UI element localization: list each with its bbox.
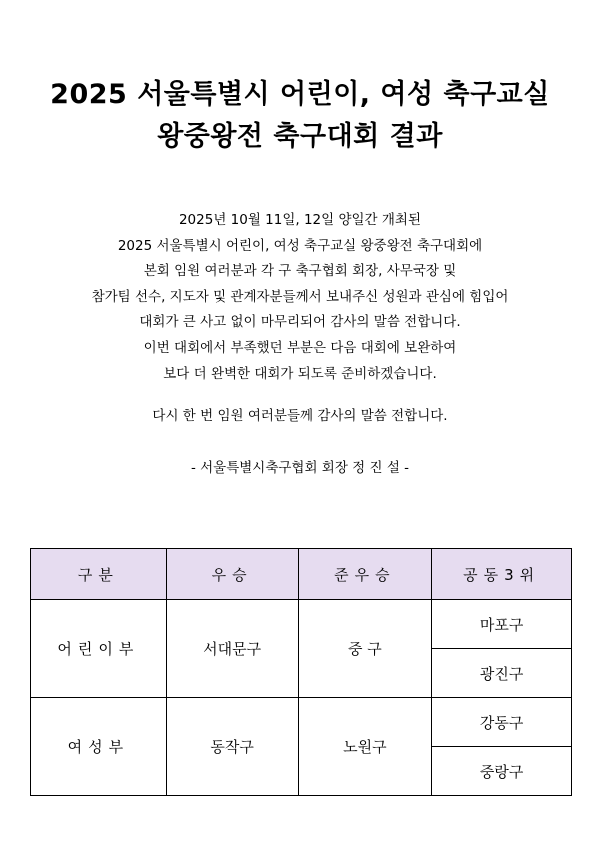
table-row: [31, 600, 572, 649]
third-cell: 광진구: [432, 649, 572, 698]
header-division: 구분: [31, 549, 167, 600]
body-line: 이번 대회에서 부족했던 부분은 다음 대회에 보완하여: [143, 339, 457, 356]
third-cell: 마포구: [432, 600, 572, 649]
header-winner: 우승: [166, 549, 298, 600]
body-line: 2025 서울특별시 어린이, 여성 축구교실 왕중왕전 축구대회에: [117, 237, 483, 254]
body-line: 2025년 10월 11일, 12일 양일간 개최된: [178, 212, 422, 228]
division-cell: 여성부: [31, 698, 167, 796]
third-cell: 중랑구: [432, 747, 572, 796]
signature-line: - 서울특별시축구협회 회장 정 진 설 -: [190, 460, 410, 476]
thanks-line: 다시 한 번 임원 여러분들께 감사의 말씀 전합니다.: [152, 408, 448, 424]
header-runner-up: 준우승: [298, 549, 432, 600]
table-row: [31, 698, 572, 747]
winner-cell: 동작구: [166, 698, 298, 796]
header-third: 공동3위: [432, 549, 572, 600]
body-line: 참가팀 선수, 지도자 및 관계자분들께서 보내주신 성원과 관심에 힘입어: [91, 288, 509, 305]
runner-up-cell: 노원구: [298, 698, 432, 796]
body-line: 대회가 큰 사고 없이 마무리되어 감사의 말씀 전합니다.: [139, 314, 461, 331]
results-table: [30, 548, 572, 796]
document-title-line-1: 2025 서울특별시 어린이, 여성 축구교실: [50, 79, 550, 110]
table-header-row: [31, 549, 572, 600]
body-line: 보다 더 완벽한 대회가 되도록 준비하겠습니다.: [163, 365, 437, 382]
runner-up-cell: 중 구: [298, 600, 432, 698]
document-title-line-2: 왕중왕전 축구대회 결과: [157, 121, 443, 152]
body-line: 본회 임원 여러분과 각 구 축구협회 회장, 사무국장 및: [143, 263, 457, 280]
winner-cell: 서대문구: [166, 600, 298, 698]
announcement-body: [0, 208, 600, 387]
division-cell: 어린이부: [31, 600, 167, 698]
third-cell: 강동구: [432, 698, 572, 747]
